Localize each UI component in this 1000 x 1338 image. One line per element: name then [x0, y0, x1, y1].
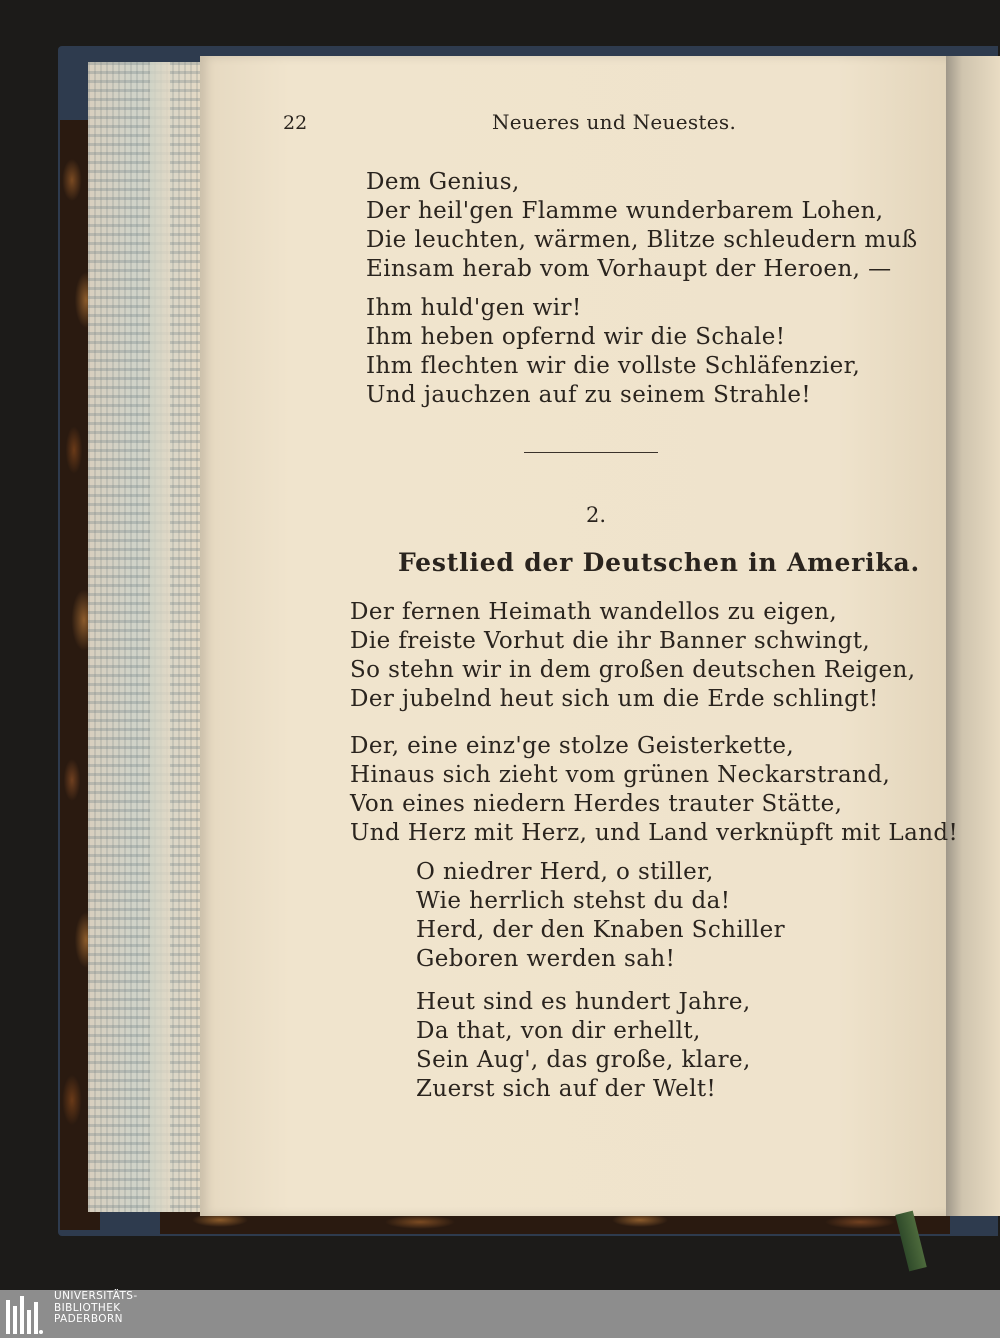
verse-line: Und Herz mit Herz, und Land verknüpft mit Land!	[350, 820, 959, 846]
verse-line: Geboren werden sah!	[416, 946, 676, 972]
page-edges-stack	[88, 62, 208, 1212]
verse-line: Und jauchzen auf zu seinem Strahle!	[366, 382, 812, 408]
verse-line: O niedrer Herd, o stiller,	[416, 859, 714, 885]
verse-line: So stehn wir in dem großen deutschen Reigen,	[350, 657, 916, 683]
verse-line: Von eines niedern Herdes trauter Stätte,	[350, 791, 843, 817]
running-head: Neueres und Neuestes.	[492, 110, 737, 134]
verse-line: Da that, von dir erhellt,	[416, 1018, 701, 1044]
poem-title: Festlied der Deutschen in Amerika.	[398, 548, 921, 577]
footer-bar	[0, 1290, 1000, 1338]
verse-line: Die freiste Vorhut die ihr Banner schwingt,	[350, 628, 871, 654]
page-number: 22	[283, 112, 308, 134]
stanza-hundert-jahre	[416, 988, 751, 1104]
facing-page-gutter	[946, 56, 1000, 1216]
section-number: 2.	[586, 503, 607, 527]
stanza-heimath	[350, 598, 915, 714]
verse-line: Der fernen Heimath wandellos zu eigen,	[350, 599, 838, 625]
logo-line: UNIVERSITÄTS-	[54, 1290, 138, 1302]
verse-line: Hinaus sich zieht vom grünen Neckarstrand,	[350, 762, 891, 788]
verse-line: Sein Aug', das große, klare,	[416, 1047, 751, 1073]
stanza-herd	[416, 858, 785, 974]
stanza-genius	[366, 168, 918, 284]
page-edge-highlight	[150, 62, 170, 1212]
verse-line: Die leuchten, wärmen, Blitze schleudern muß	[366, 227, 918, 253]
logo-line: BIBLIOTHEK	[54, 1301, 121, 1314]
stanza-huldigen	[366, 294, 860, 410]
verse-line: Heut sind es hundert Jahre,	[416, 989, 751, 1015]
verse-line: Ihm heben opfernd wir die Schale!	[366, 324, 786, 350]
verse-line: Ihm flechten wir die vollste Schläfenzier,	[366, 353, 861, 379]
verse-line: Ihm huld'gen wir!	[366, 295, 582, 321]
verse-line: Der jubelnd heut sich um die Erde schlingt!	[350, 686, 879, 712]
stanza-geisterkette	[350, 732, 958, 848]
verse-line: Zuerst sich auf der Welt!	[416, 1076, 717, 1102]
verse-line: Dem Genius,	[366, 169, 520, 195]
verse-line: Wie herrlich stehst du da!	[416, 888, 731, 914]
library-logo-icon	[4, 1292, 44, 1336]
verse-line: Herd, der den Knaben Schiller	[416, 917, 785, 943]
section-divider	[524, 452, 658, 453]
verse-line: Einsam herab vom Vorhaupt der Heroen, —	[366, 256, 892, 282]
library-logo-text	[54, 1291, 138, 1326]
verse-line: Der, eine einz'ge stolze Geisterkette,	[350, 733, 795, 759]
logo-line: PADERBORN	[54, 1313, 123, 1325]
verse-line: Der heil'gen Flamme wunderbarem Lohen,	[366, 198, 884, 224]
